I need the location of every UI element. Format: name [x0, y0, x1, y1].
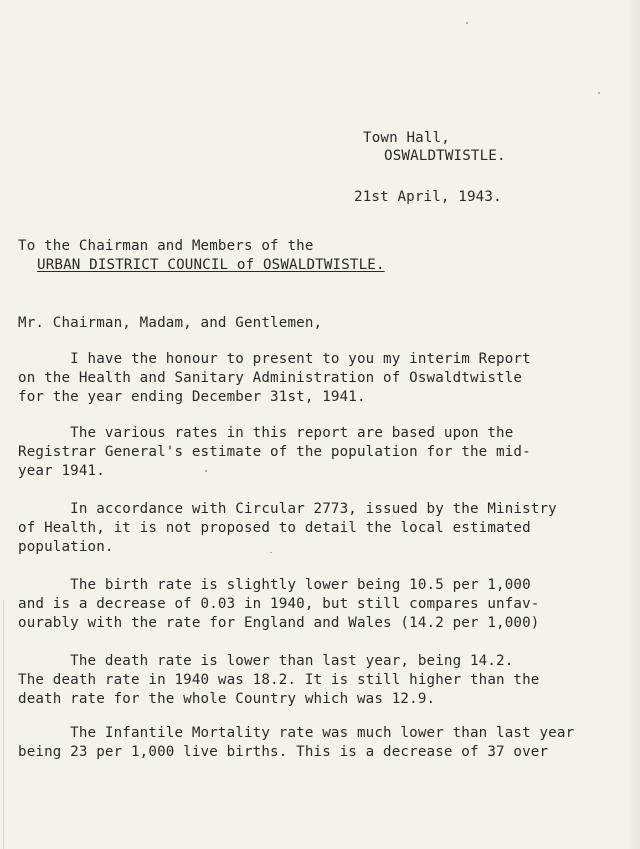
page-fold-mark — [3, 600, 4, 849]
paragraph-5-line-1: The death rate is lower than last year, being 14.2. — [18, 653, 514, 669]
paper-speck — [598, 92, 600, 94]
paragraph-6-line-1: The Infantile Mortality rate was much lower than last year — [18, 725, 575, 741]
paper-speck — [466, 22, 468, 24]
paragraph-1-line-3: for the year ending December 31st, 1941. — [18, 389, 366, 405]
salutation: Mr. Chairman, Madam, and Gentlemen, — [18, 315, 323, 331]
paragraph-6-line-2: being 23 per 1,000 live births. This is a decrease of 37 over — [18, 744, 549, 760]
paragraph-2-line-2: Registrar General's estimate of the population for the mid- — [18, 444, 531, 460]
paragraph-3-line-1: In accordance with Circular 2773, issued by the Ministry — [18, 501, 557, 517]
addressee-line-2: URBAN DISTRICT COUNCIL of OSWALDTWISTLE. — [37, 257, 385, 273]
paragraph-5-line-3: death rate for the whole Country which was 12.9. — [18, 691, 436, 707]
paragraph-2-line-3: year 1941. — [18, 463, 105, 479]
paragraph-2-line-1: The various rates in this report are based upon the — [18, 425, 514, 441]
letter-date: 21st April, 1943. — [354, 189, 502, 205]
address-line-1: Town Hall, — [363, 130, 450, 146]
paragraph-4-line-1: The birth rate is slightly lower being 10.5 per 1,000 — [18, 577, 531, 593]
paragraph-3-line-3: population. — [18, 539, 114, 555]
paragraph-4-line-2: and is a decrease of 0.03 in 1940, but still compares unfav- — [18, 596, 540, 612]
paragraph-1-line-2: on the Health and Sanitary Administration of Oswaldtwistle — [18, 370, 523, 386]
paragraph-4-line-3: ourably with the rate for England and Wales (14.2 per 1,000) — [18, 615, 540, 631]
address-line-2: OSWALDTWISTLE. — [384, 148, 506, 164]
paragraph-3-line-2: of Health, it is not proposed to detail the local estimated — [18, 520, 531, 536]
paper-speck — [205, 470, 207, 472]
paragraph-5-line-2: The death rate in 1940 was 18.2. It is still higher than the — [18, 672, 540, 688]
page-edge-shadow — [626, 0, 640, 849]
paragraph-1-line-1: I have the honour to present to you my interim Report — [18, 351, 531, 367]
addressee-line-1: To the Chairman and Members of the — [18, 238, 314, 254]
paper-speck — [270, 552, 272, 553]
